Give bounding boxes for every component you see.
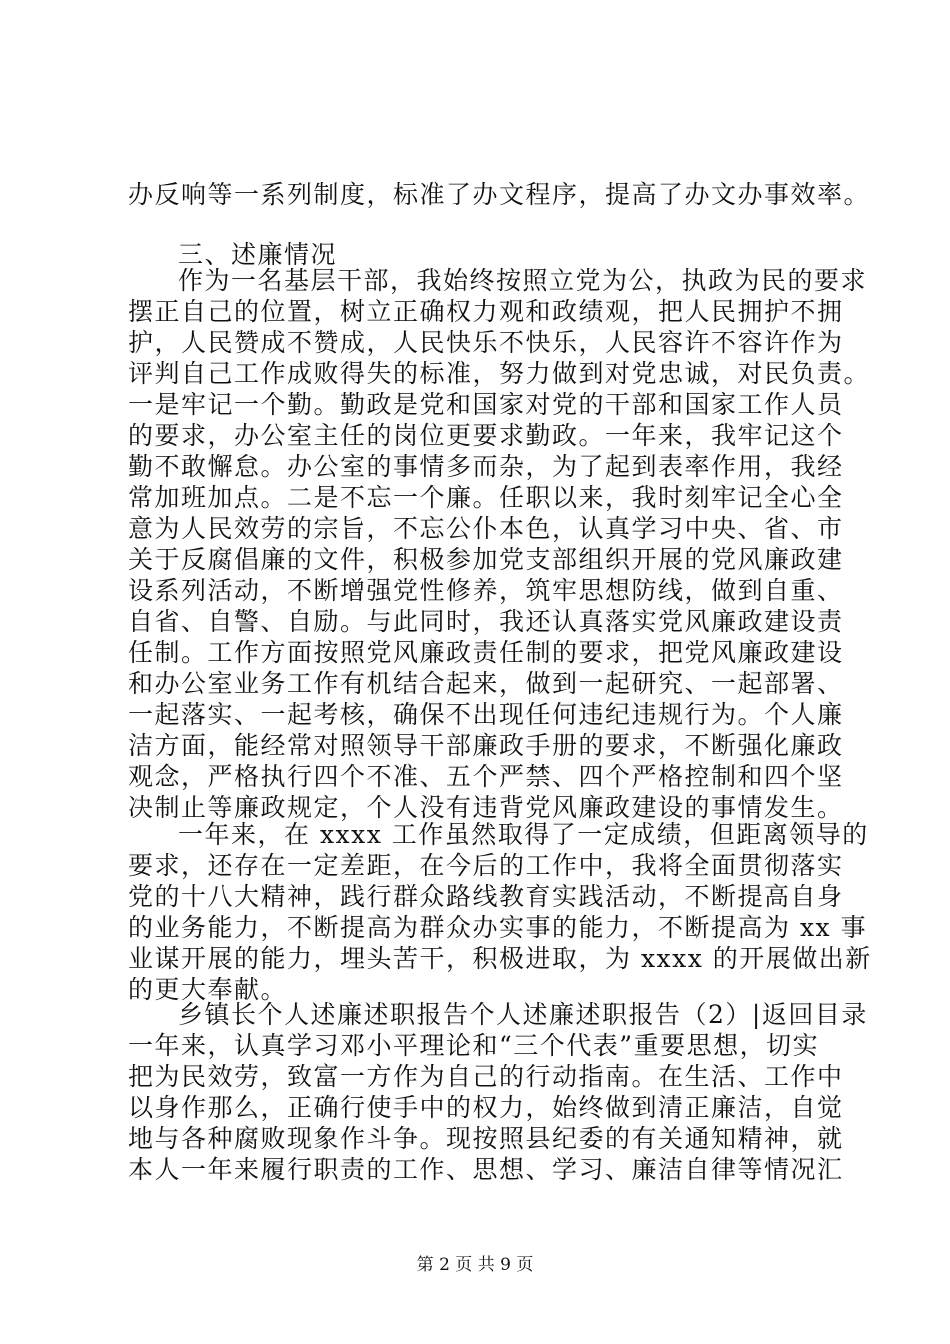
section-heading: 三、述廉情况 <box>178 240 338 269</box>
text-line: 要求，还存在一定差距，在今后的工作中，我将全面贯彻落实 <box>128 851 844 880</box>
text-line: 的要求，办公室主任的岗位更要求勤政。一年来，我牢记这个 <box>128 421 844 450</box>
text-line: 的更大奉献。 <box>128 975 288 1004</box>
text-line: 任制。工作方面按照党风廉政责任制的要求，把党风廉政建设 <box>128 638 844 667</box>
text-line: 一年来，认真学习邓小平理论和“三个代表”重要思想，切实 <box>128 1031 820 1060</box>
text-line: 常加班加点。二是不忘一个廉。任职以来，我时刻牢记全心全 <box>128 483 844 512</box>
text-line: 意为人民效劳的宗旨，不忘公仆本色，认真学习中央、省、市 <box>128 514 844 543</box>
text-line: 地与各种腐败现象作斗争。现按照县纪委的有关通知精神，就 <box>128 1124 844 1153</box>
text-line: 办反响等一系列制度，标准了办文程序，提高了办文办事效率。 <box>128 180 871 209</box>
text-line: 本人一年来履行职责的工作、思想、学习、廉洁自律等情况汇 <box>128 1155 844 1184</box>
text-line: 一是牢记一个勤。勤政是党和国家对党的干部和国家工作人员 <box>128 390 844 419</box>
text-line: 评判自己工作成败得失的标准，努力做到对党忠诚，对民负责。 <box>128 359 871 388</box>
text-line: 党的十八大精神，践行群众路线教育实践活动，不断提高自身 <box>128 882 844 911</box>
text-line: 勤不敢懈怠。办公室的事情多而杂，为了起到表率作用，我经 <box>128 452 844 481</box>
text-line: 观念，严格执行四个不准、五个严禁、四个严格控制和四个坚 <box>128 762 844 791</box>
text-line: 一年来，在 xxxx 工作虽然取得了一定成绩，但距离领导的 <box>178 820 869 849</box>
text-line: 和办公室业务工作有机结合起来，做到一起研究、一起部署、 <box>128 669 844 698</box>
text-line: 把为民效劳，致富一方作为自己的行动指南。在生活、工作中 <box>128 1062 844 1091</box>
text-line: 业谋开展的能力，埋头苦干，积极进取，为 xxxx 的开展做出新 <box>128 944 872 973</box>
text-line: 以身作那么，正确行使手中的权力，始终做到清正廉洁，自觉 <box>128 1093 844 1122</box>
text-line: 的业务能力，不断提高为群众办实事的能力，不断提高为 xx 事 <box>128 913 868 942</box>
text-line: 自省、自警、自励。与此同时，我还认真落实党风廉政建设责 <box>128 607 844 636</box>
text-line: 作为一名基层干部，我始终按照立党为公，执政为民的要求 <box>178 266 868 295</box>
text-line: 摆正自己的位置，树立正确权力观和政绩观，把人民拥护不拥 <box>128 297 844 326</box>
section-title-link[interactable]: 乡镇长个人述廉述职报告个人述廉述职报告（2）|返回目录 <box>178 1000 868 1029</box>
text-line: 一起落实、一起考核，确保不出现任何违纪违规行为。个人廉 <box>128 700 844 729</box>
text-line: 决制止等廉政规定，个人没有违背党风廉政建设的事情发生。 <box>128 793 844 822</box>
text-line: 设系列活动，不断增强党性修养，筑牢思想防线，做到自重、 <box>128 576 844 605</box>
text-line: 护，人民赞成不赞成，人民快乐不快乐，人民容许不容许作为 <box>128 328 844 357</box>
page-number: 第 2 页 共 9 页 <box>416 1255 534 1275</box>
text-line: 关于反腐倡廉的文件，积极参加党支部组织开展的党风廉政建 <box>128 545 844 574</box>
text-line: 洁方面，能经常对照领导干部廉政手册的要求，不断强化廉政 <box>128 731 844 760</box>
